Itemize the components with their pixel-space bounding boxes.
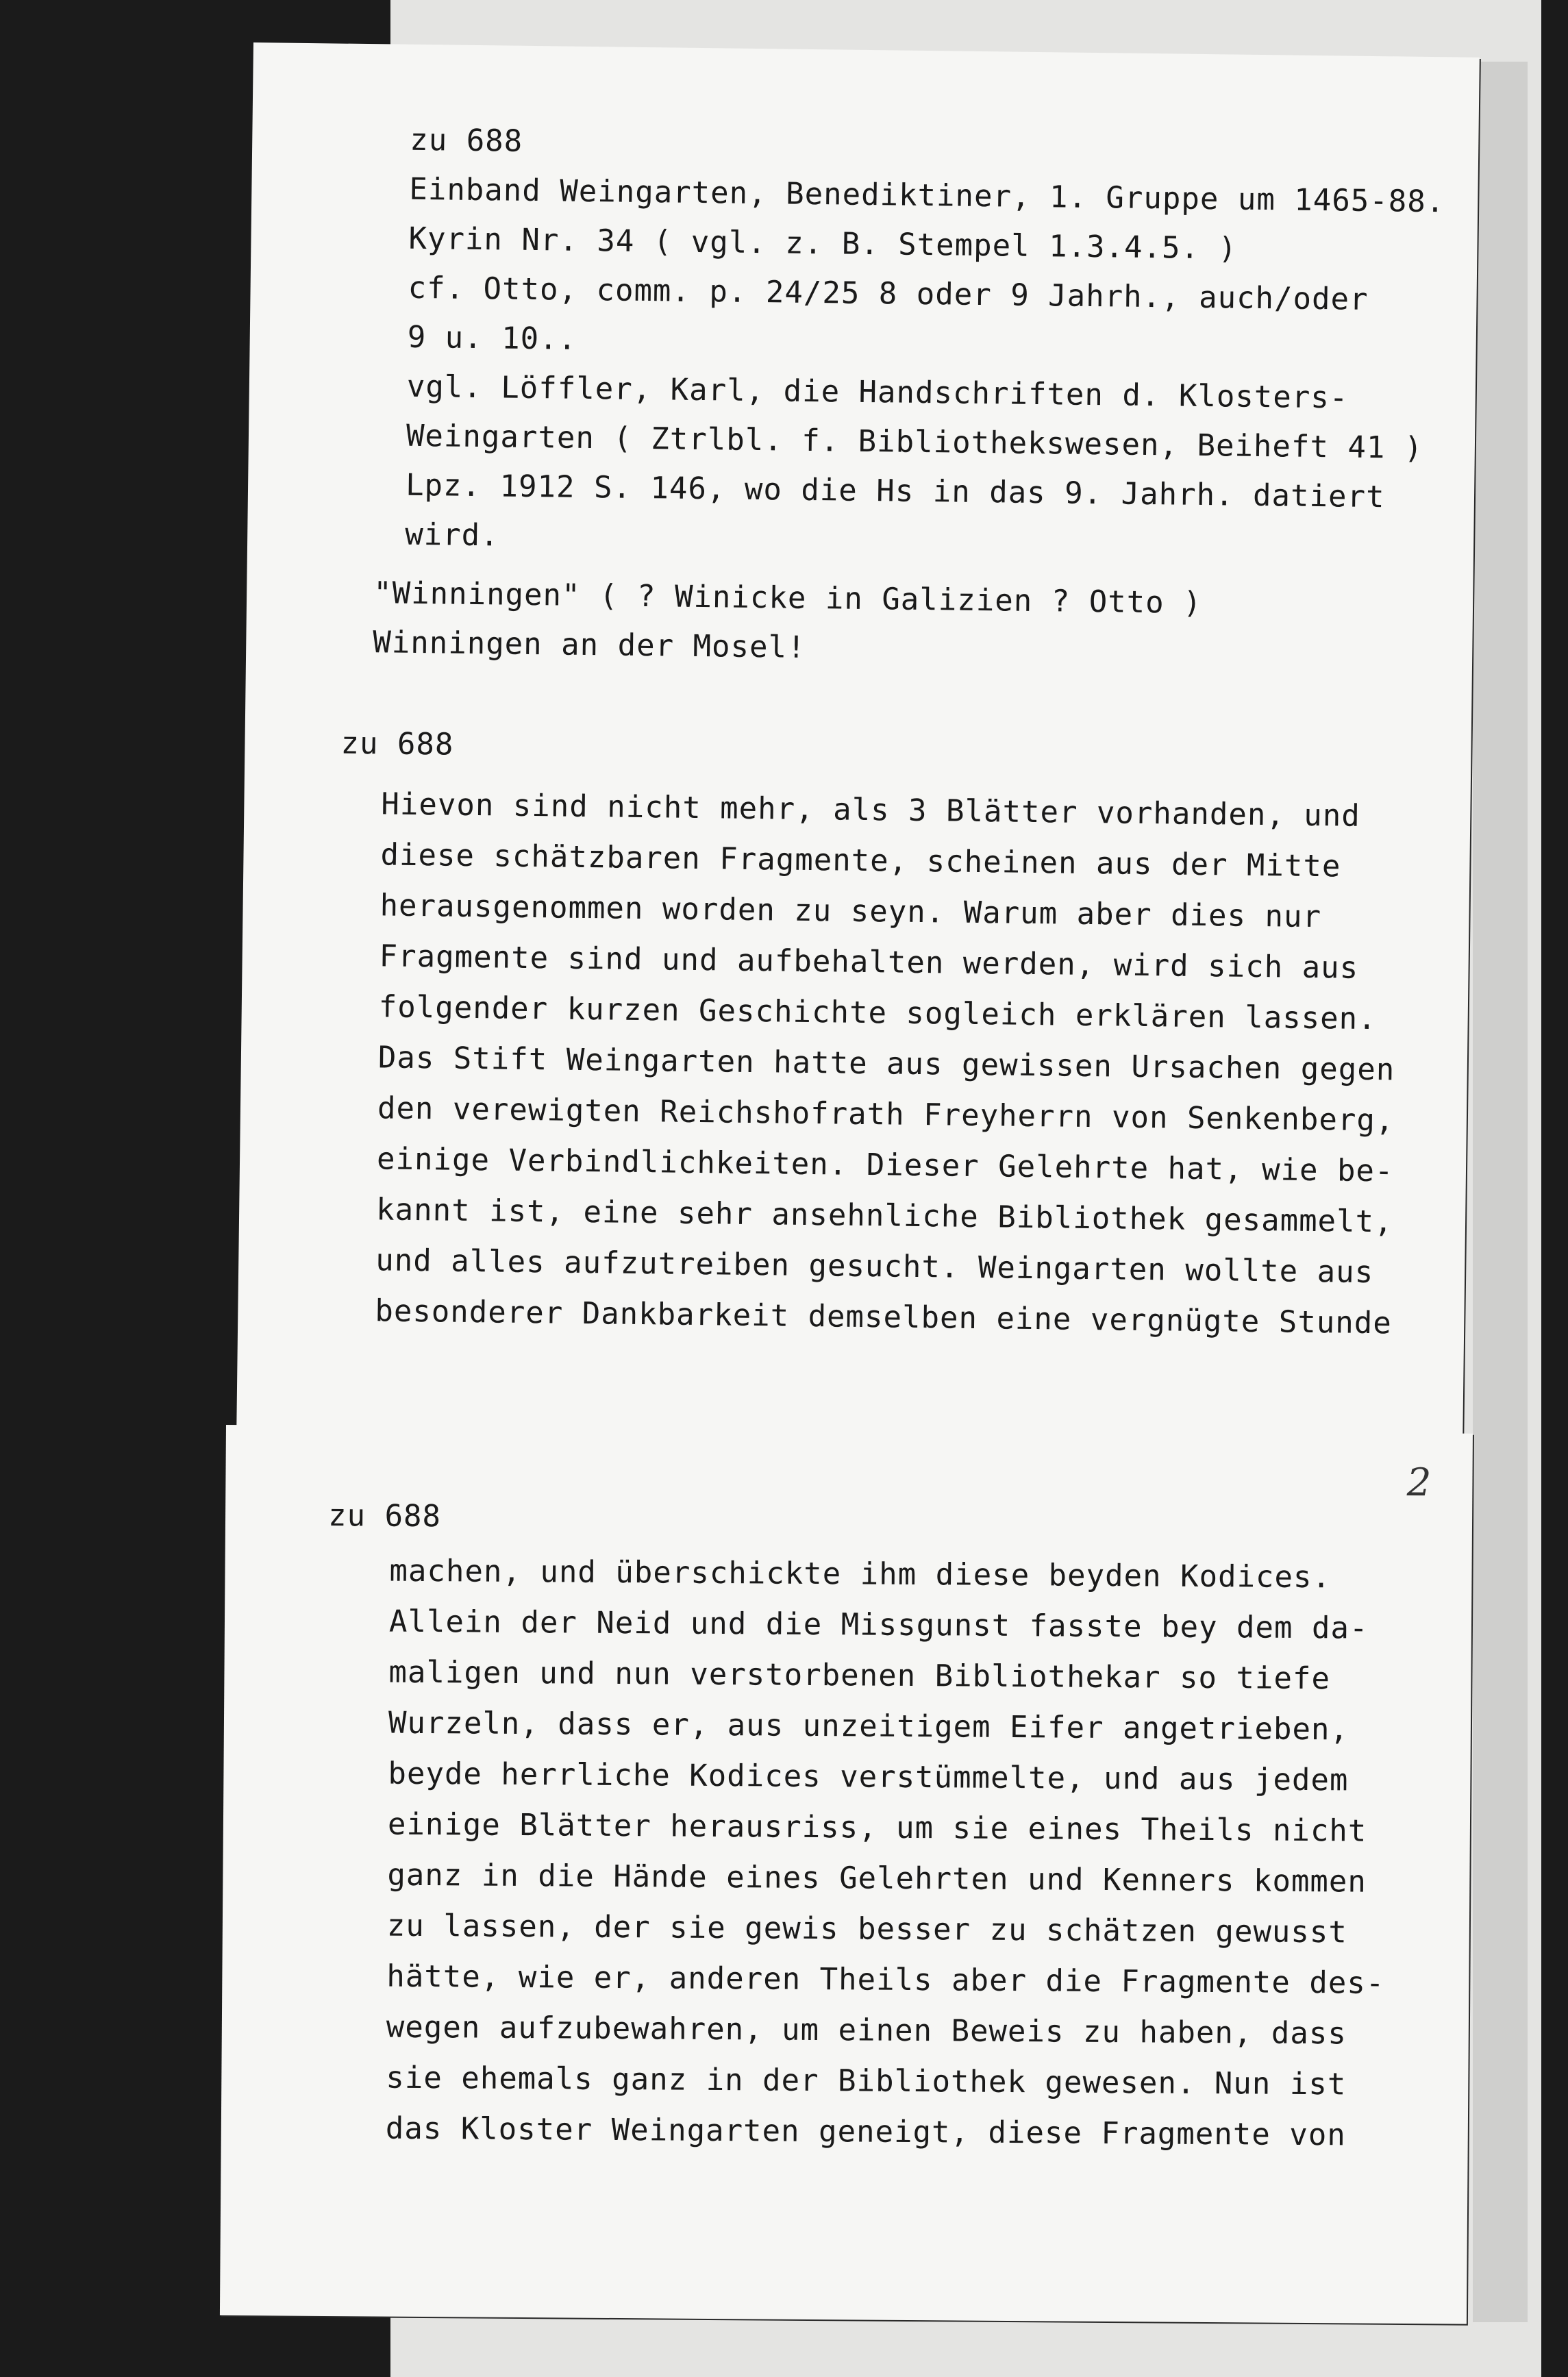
section2-line: Hievon sind nicht mehr, als 3 Blätter vorhanden, und	[381, 786, 1361, 834]
section2-line: und alles aufzutreiben gesucht. Weingarten wollte aus	[375, 1243, 1374, 1291]
section1-line: 9 u. 10..	[407, 319, 577, 357]
section2-line: kannt ist, eine sehr ansehnliche Bibliothek gesammelt,	[375, 1192, 1393, 1240]
catalog-card-bottom	[220, 1425, 1473, 2324]
background-card-edge	[1473, 62, 1528, 2322]
bottom-line: beyde herrliche Kodices verstümmelte, und aus jedem	[388, 1756, 1349, 1798]
section2-line: den verewigten Reichshofrath Freyherrn von Senkenberg,	[377, 1091, 1395, 1138]
section1-line: Kyrin Nr. 34 ( vgl. z. B. Stempel 1.3.4.5. )	[408, 221, 1238, 266]
section1-line: Einband Weingarten, Benediktiner, 1. Gruppe um 1465-88.	[409, 171, 1445, 220]
bottom-heading: zu 688	[327, 1498, 442, 1534]
bottom-line: zu lassen, der sie gewis besser zu schätzen gewusst	[386, 1908, 1348, 1950]
section1-note: Winningen an der Mosel!	[373, 625, 806, 665]
section2-line: Das Stift Weingarten hatte aus gewissen Ursachen gegen	[377, 1040, 1395, 1088]
catalog-card-top	[236, 42, 1480, 1445]
section1-heading: zu 688	[409, 122, 523, 159]
section2-line: herausgenommen worden zu seyn. Warum aber dies nur	[379, 888, 1322, 935]
section1-line: Weingarten ( Ztrlbl. f. Bibliothekswesen, Beiheft 41 )	[406, 418, 1423, 466]
bottom-line: das Kloster Weingarten geneigt, diese Fragmente von	[385, 2111, 1346, 2153]
section2-line: einige Verbindlichkeiten. Dieser Gelehrte hat, wie be-	[376, 1141, 1394, 1189]
bottom-line: sie ehemals ganz in der Bibliothek gewesen. Nun ist	[386, 2060, 1347, 2102]
bottom-line: machen, und überschickte ihm diese beyden Kodices.	[389, 1553, 1332, 1595]
section1-note: "Winningen" ( ? Winicke in Galizien ? Otto )	[373, 575, 1202, 621]
section2-heading: zu 688	[340, 725, 454, 762]
bottom-line: Allein der Neid und die Missgunst fasste bey dem da-	[388, 1604, 1369, 1646]
bottom-line: maligen und nun verstorbenen Bibliothekar so tiefe	[388, 1654, 1331, 1697]
section1-line: wird.	[404, 517, 499, 553]
bottom-line: hätte, wie er, anderen Theils aber die Fragmente des-	[386, 1958, 1385, 2001]
section2-line: besonderer Dankbarkeit demselben eine vergnügte Stunde	[375, 1293, 1393, 1341]
section1-line: vgl. Löffler, Karl, die Handschriften d. Klosters-	[406, 369, 1349, 416]
page-number: 2	[1406, 1460, 1432, 1506]
section2-line: diese schätzbaren Fragmente, scheinen aus der Mitte	[380, 837, 1341, 884]
bottom-line: ganz in die Hände eines Gelehrten und Kenners kommen	[387, 1857, 1367, 1900]
section1-line: Lpz. 1912 S. 146, wo die Hs in das 9. Jahrh. datiert	[405, 467, 1385, 515]
section2-line: folgender kurzen Geschichte sogleich erklären lassen.	[378, 989, 1378, 1037]
bottom-line: wegen aufzubewahren, um einen Beweis zu haben, dass	[386, 2009, 1347, 2052]
bottom-line: einige Blätter herausriss, um sie eines Theils nicht	[387, 1806, 1367, 1849]
bottom-line: Wurzeln, dass er, aus unzeitigem Eifer angetrieben,	[388, 1705, 1349, 1747]
section1-line: cf. Otto, comm. p. 24/25 8 oder 9 Jahrh., auch/oder	[408, 270, 1369, 317]
section2-line: Fragmente sind und aufbehalten werden, wird sich aus	[379, 938, 1359, 986]
